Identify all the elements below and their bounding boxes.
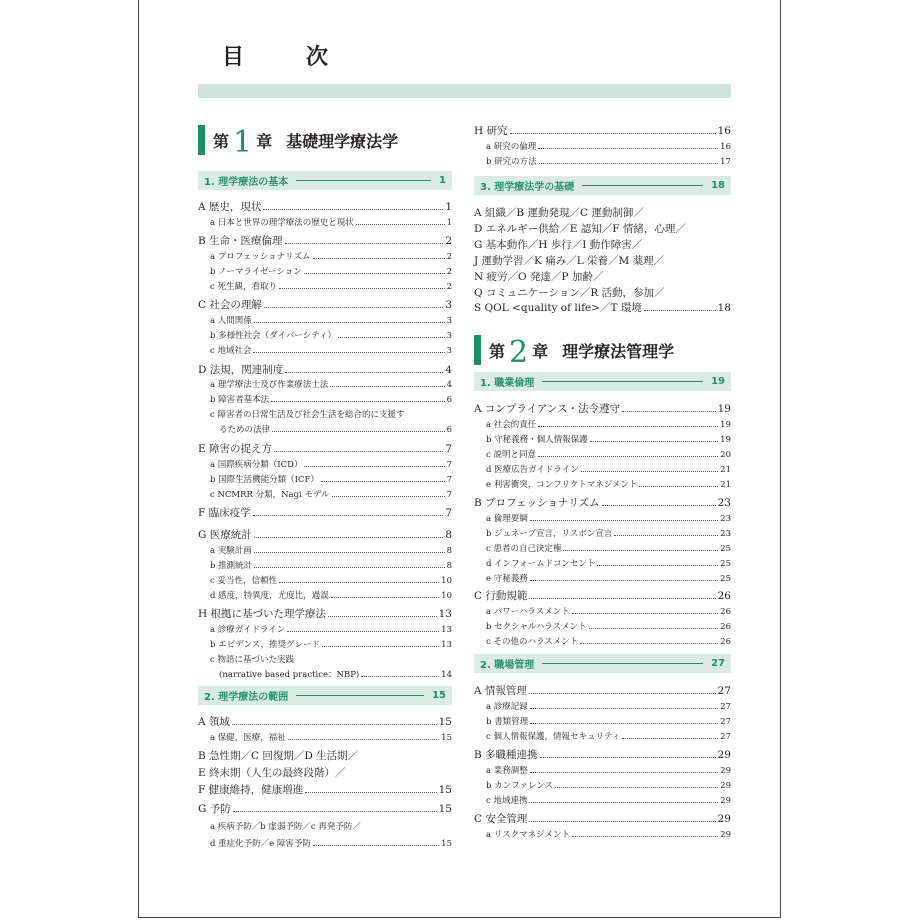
section-title: 2. 職場管理	[480, 660, 535, 671]
toc-subentry[interactable]: a 日本と世界の理学療法の歴史と現状 1	[210, 218, 452, 228]
section-page: 27	[711, 658, 725, 669]
toc-subentry[interactable]: d インフォームドコンセント 25	[486, 559, 731, 569]
toc-subentry[interactable]: b エビデンス，推奨グレード 13	[210, 640, 452, 650]
toc-subentry[interactable]: d 重症化予防／e 障害予防 15	[210, 839, 452, 849]
toc-subentry[interactable]: b セクシャルハラスメント 26	[486, 622, 731, 632]
toc-entry[interactable]: F 健康維持，健康増進 15	[198, 784, 452, 796]
toc-subentry-continuation[interactable]: るための法律 6	[219, 425, 452, 435]
section-title: 3. 理学療法学の基礎	[480, 182, 575, 193]
toc-subentry[interactable]: a 人間関係 3	[210, 316, 452, 326]
section-header[interactable]	[198, 686, 452, 705]
toc-entry[interactable]: A 歴史，現状 1	[198, 201, 452, 213]
toc-subentry[interactable]: a 業務調整 29	[486, 766, 731, 776]
toc-entry[interactable]: B 生命・医療倫理 2	[198, 235, 452, 247]
section-page: 19	[711, 376, 725, 387]
chapter-suffix: 章	[256, 131, 273, 151]
toc-subentry[interactable]: a プロフェッショナリズム 2	[210, 252, 452, 262]
section-rule	[542, 381, 703, 382]
toc-subentry[interactable]: c 説明と同意 20	[486, 450, 731, 460]
title-underline-bar	[198, 84, 731, 98]
toc-subentry[interactable]: b 推測統計 8	[210, 561, 452, 571]
section-rule	[582, 185, 703, 186]
section-rule	[296, 695, 424, 696]
toc-subentry[interactable]: a 研究の倫理 16	[486, 142, 731, 152]
section-rule	[296, 180, 431, 181]
toc-subentry[interactable]: d 医療広告ガイドライン 21	[486, 465, 731, 475]
section-header[interactable]	[474, 176, 731, 195]
toc-subentry[interactable]: b 国際生活機能分類（ICF） 7	[210, 475, 452, 485]
toc-subentry[interactable]: d 感度，特異度，尤度比，過誤 10	[210, 591, 452, 601]
section-header[interactable]	[474, 372, 731, 391]
toc-subentry[interactable]: a 社会的責任 19	[486, 420, 731, 430]
toc-subentry-continuation[interactable]: (narrative based practice：NBP) 14	[219, 670, 452, 680]
section-header[interactable]	[474, 654, 731, 673]
toc-subentry[interactable]: c 地域連携 29	[486, 796, 731, 806]
section-title: 1. 理学療法の基本	[204, 177, 289, 188]
toc-entry[interactable]: C 行動規範 26	[474, 590, 731, 602]
toc-entry[interactable]: D 法規，関連制度 4	[198, 364, 452, 376]
toc-entry-group[interactable]: E 終末期（人生の最終段階）／	[198, 767, 346, 779]
toc-subentry[interactable]: b 書類管理 27	[486, 717, 731, 727]
section-page: 1	[439, 175, 446, 186]
toc-subentry[interactable]: b 研究の方法 17	[486, 157, 731, 167]
toc-subentry[interactable]: b ジュネーブ宣言，リスボン宣言 23	[486, 529, 731, 539]
section-header[interactable]	[198, 171, 452, 190]
toc-subentry[interactable]: e 利害衝突，コンフリクトマネジメント 21	[486, 480, 731, 490]
toc-subentry[interactable]: b カンファレンス 29	[486, 781, 731, 791]
toc-entry[interactable]: H 研究 16	[474, 125, 731, 137]
toc-entry-group[interactable]: G 基本動作／H 歩行／I 動作障害／	[474, 239, 643, 251]
toc-subentry[interactable]: a 診療記録 27	[486, 702, 731, 712]
toc-subentry-wrapped[interactable]: c 物語に基づいた実践	[210, 655, 294, 665]
toc-subentry[interactable]: c 患者の自己決定権 25	[486, 544, 731, 554]
chapter-marker-bar	[474, 335, 481, 365]
toc-subentry[interactable]: a パワーハラスメント 26	[486, 607, 731, 617]
toc-subentry[interactable]: a 倫理要綱 23	[486, 514, 731, 524]
chapter-marker-bar	[198, 125, 205, 155]
toc-subentry[interactable]: a 理学療法士及び作業療法士法 4	[210, 380, 452, 390]
toc-entry[interactable]: A 領域 15	[198, 716, 452, 728]
section-page: 15	[432, 690, 446, 701]
chapter-prefix: 第	[213, 131, 230, 151]
toc-subentry[interactable]: c 死生観，看取り 2	[210, 282, 452, 292]
toc-entry-group[interactable]: D エネルギー供給／E 認知／F 情緒，心理／	[474, 223, 686, 235]
toc-entry-group[interactable]: B 急性期／C 回復期／D 生活期／	[198, 750, 359, 762]
chapter-prefix: 第	[489, 341, 506, 361]
toc-subentry[interactable]: b 多様性社会（ダイバーシティ） 3	[210, 331, 452, 341]
toc-subentry[interactable]: c NCMRR 分類，Nagi モデル 7	[210, 490, 452, 500]
toc-entry[interactable]: H 根拠に基づいた理学療法 13	[198, 608, 452, 620]
toc-subentry[interactable]: a 保健，医療，福祉 15	[210, 733, 452, 743]
toc-entry-group[interactable]: J 運動学習／K 痛み／L 栄養／M 薬理／	[474, 255, 665, 267]
toc-subentry[interactable]: a 診療ガイドライン 13	[210, 625, 452, 635]
section-title: 2. 理学療法の範囲	[204, 692, 289, 703]
chapter-number: 1	[233, 124, 253, 160]
toc-subentry-wrapped[interactable]: c 障害者の日常生活及び社会生活を総合的に支援す	[210, 410, 405, 420]
toc-entry[interactable]: B プロフェッショナリズム 23	[474, 497, 731, 509]
section-page: 18	[711, 180, 725, 191]
toc-subentry[interactable]: e 守秘義務 25	[486, 574, 731, 584]
chapter-2-heading[interactable]	[474, 334, 731, 370]
toc-entry-group[interactable]: A 組織／B 運動発現／C 運動制御／	[474, 207, 644, 219]
chapter-number: 2	[509, 334, 529, 370]
toc-entry[interactable]: C 安全管理 29	[474, 813, 731, 825]
chapter-1-heading[interactable]	[198, 124, 452, 160]
chapter-title: 理学療法管理学	[562, 341, 675, 361]
chapter-suffix: 章	[532, 341, 549, 361]
toc-subentry[interactable]: a リスクマネジメント 29	[486, 830, 731, 840]
toc-entry-group[interactable]: N 疲労／O 発達／P 加齢／	[474, 271, 604, 283]
section-rule	[542, 663, 703, 664]
toc-subentry-group[interactable]: a 疾病予防／b 虚弱予防／c 再発予防／	[210, 822, 361, 832]
toc-entry-group[interactable]: Q コミュニケーション／R 活動，参加／	[474, 287, 665, 299]
toc-entry[interactable]: F 臨床疫学 7	[198, 507, 452, 519]
toc-entry[interactable]: G 医療統計 8	[198, 529, 452, 541]
toc-subentry[interactable]: c 個人情報保護，情報セキュリティ 27	[486, 732, 731, 742]
toc-entry[interactable]: A コンプライアンス・法令遵守 19	[474, 403, 731, 415]
toc-subentry[interactable]: a 国際疾病分類（ICD） 7	[210, 460, 452, 470]
toc-entry[interactable]: A 情報管理 27	[474, 685, 731, 697]
toc-entry[interactable]: B 多職種連携 29	[474, 749, 731, 761]
toc-entry[interactable]: E 障害の捉え方 7	[198, 443, 452, 455]
chapter-title: 基礎理学療法学	[286, 131, 399, 151]
page-title: 目 次	[222, 45, 349, 70]
toc-subentry[interactable]: c その他のハラスメント 26	[486, 637, 731, 647]
toc-entry[interactable]: S QOL <quality of life>／T 環境 18	[474, 302, 731, 314]
toc-subentry[interactable]: c 地域社会 3	[210, 346, 452, 356]
toc-subentry[interactable]: b 障害者基本法 6	[210, 395, 452, 405]
toc-subentry[interactable]: c 妥当性，信頼性 10	[210, 576, 452, 586]
section-title: 1. 職業倫理	[480, 378, 535, 389]
toc-entry[interactable]: G 予防 15	[198, 803, 452, 815]
toc-subentry[interactable]: a 実験計画 8	[210, 546, 452, 556]
toc-subentry[interactable]: b 守秘義務・個人情報保護 19	[486, 435, 731, 445]
toc-entry[interactable]: C 社会の理解 3	[198, 299, 452, 311]
toc-subentry[interactable]: b ノーマライゼーション 2	[210, 267, 452, 277]
